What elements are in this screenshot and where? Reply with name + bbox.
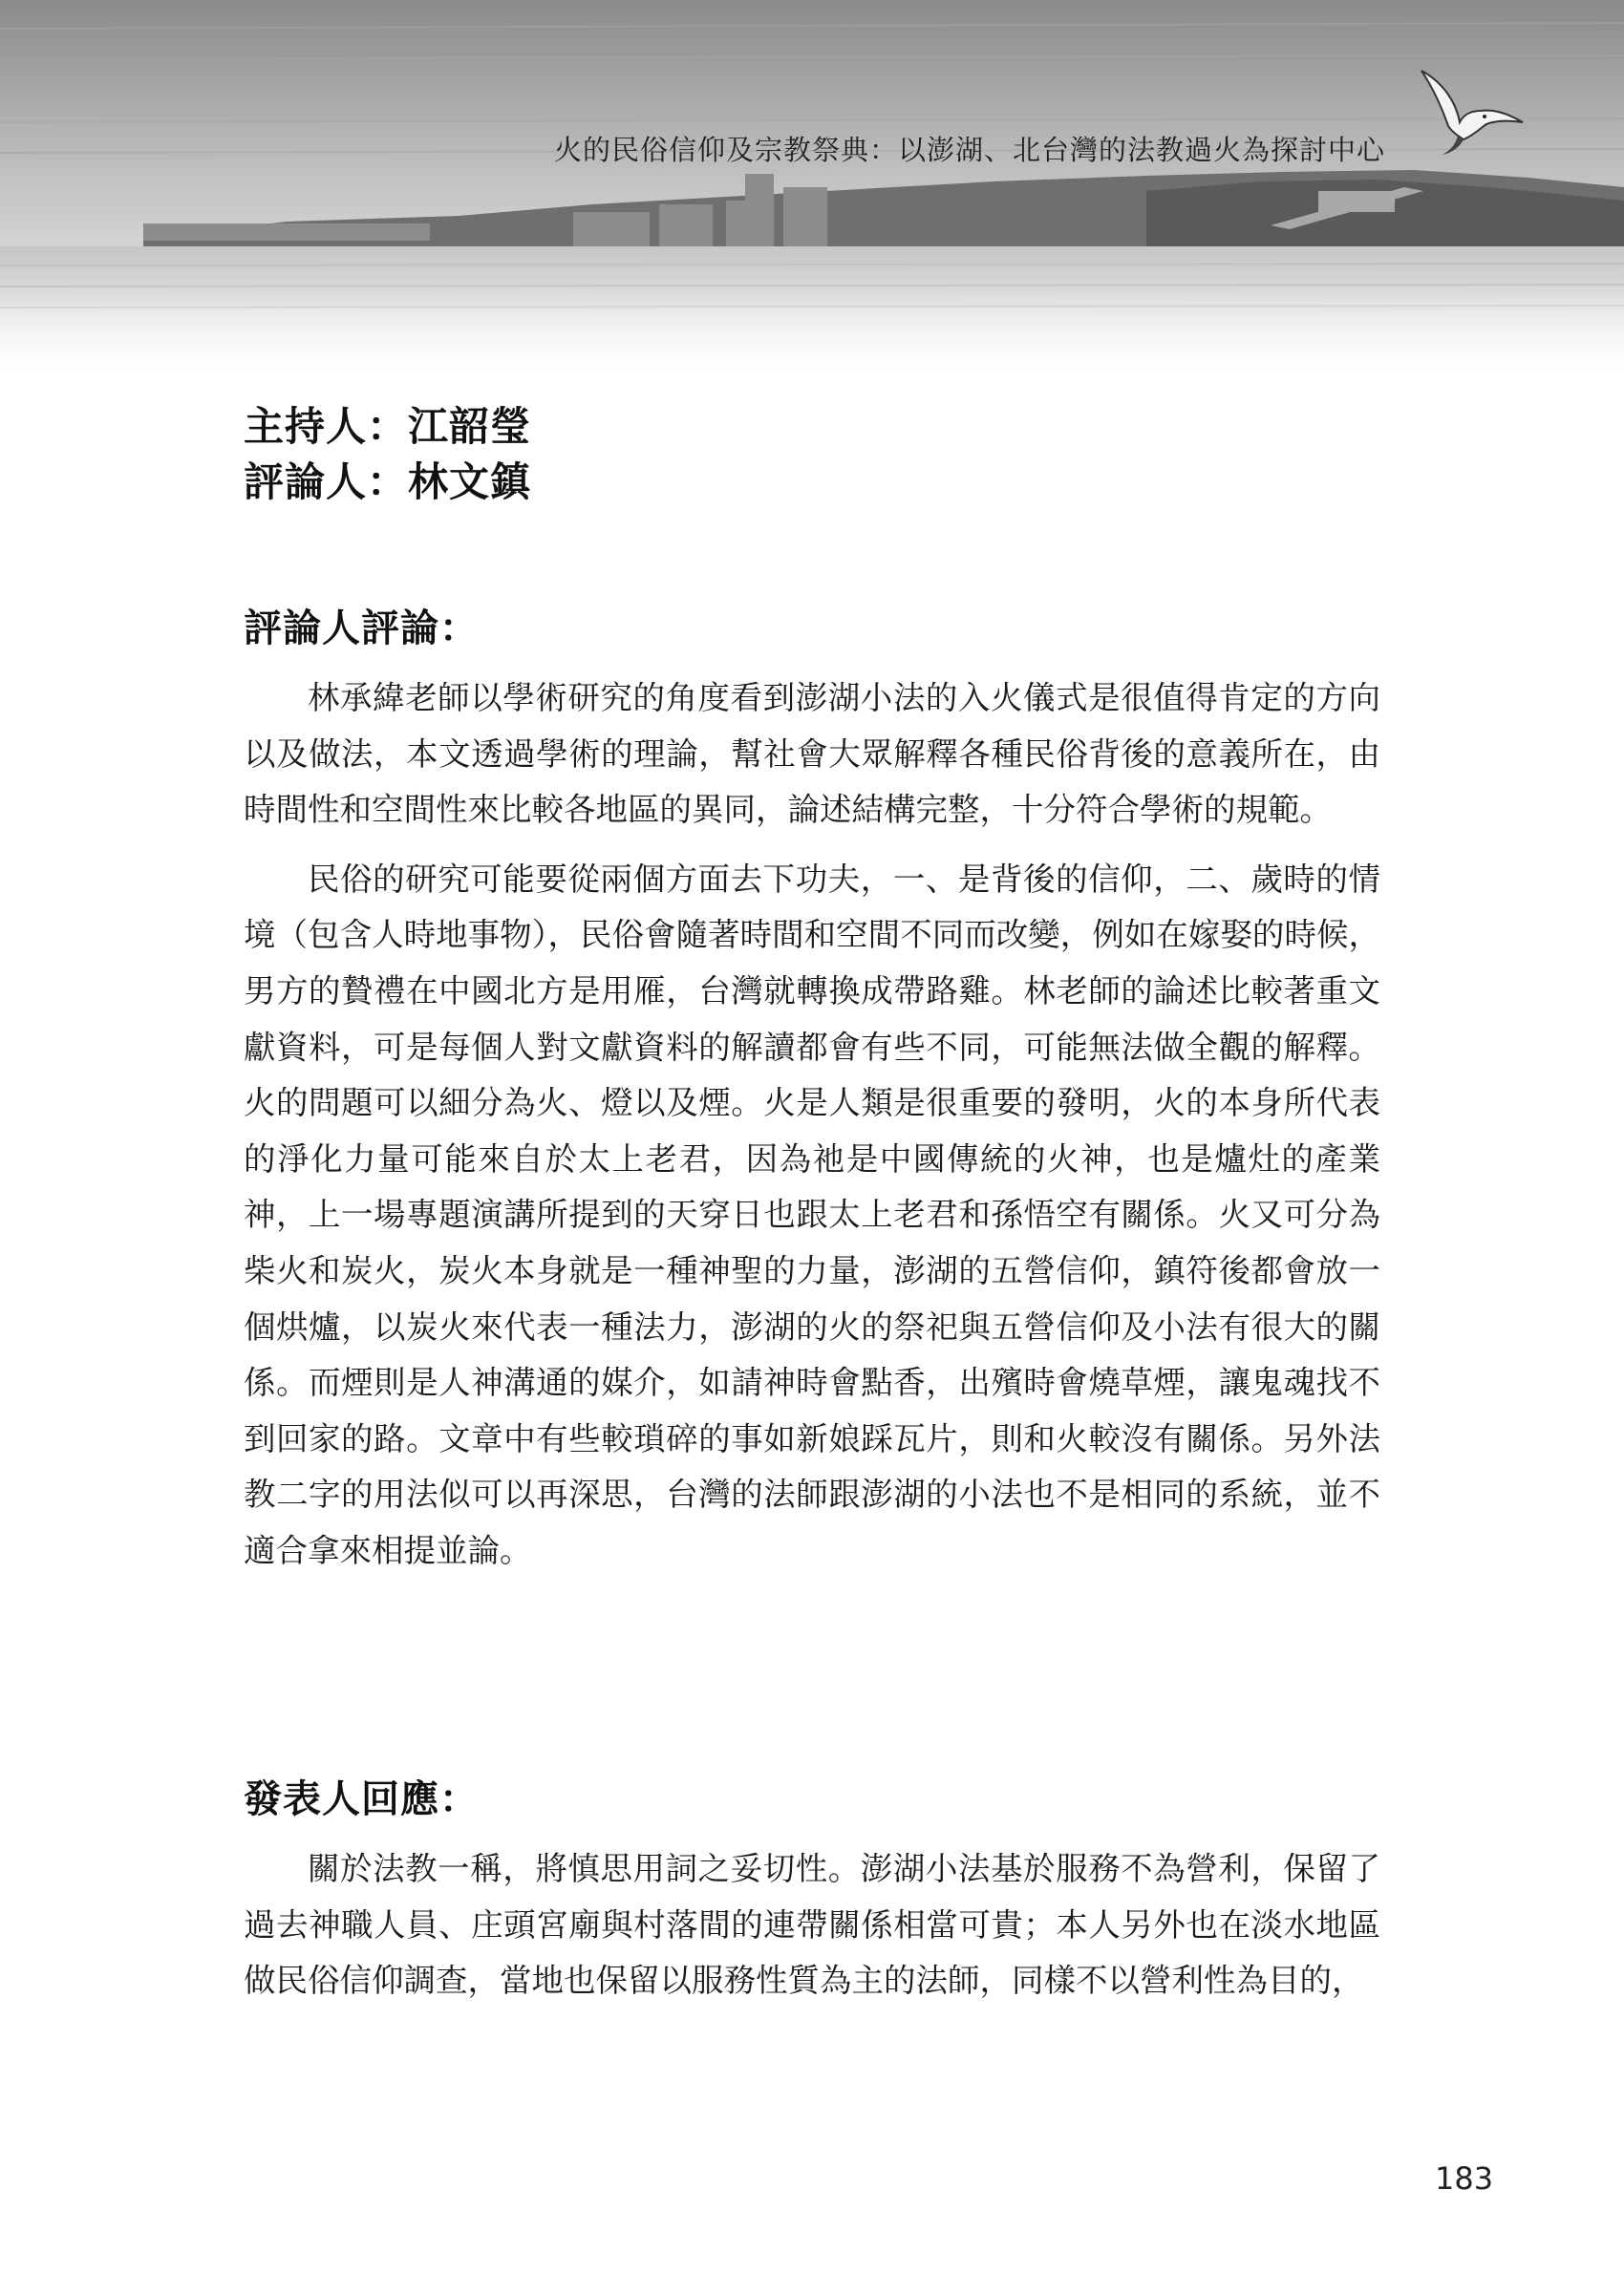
section-heading: 評論人評論： xyxy=(244,606,479,650)
discussant-line: 評論人：林文鎮 xyxy=(244,458,532,505)
header-banner xyxy=(0,0,1624,382)
discussant-comments-section xyxy=(244,604,1380,1593)
section-heading: 發表人回應： xyxy=(244,1776,479,1821)
paragraph: 民俗的研究可能要從兩個方面去下功夫，一、是背後的信仰，二、歲時的情境（包含人時地事物），民俗會隨著時間和空間不同而改變，例如在嫁娶的時候，男方的贄禮在中國北方是用雁，台灣就轉換成帶路雞。林老師的論述比較著重文獻資料，可是每個人對文獻資料的解讀都會有些不同，可能無法做全觀的解釋。火的問題可以細分為火、燈以及煙。火是人類是很重要的發明，火的本身所代表的淨化力量可能來自於太上老君，因為祂是中國傳統的火神，也是爐灶的產業神，上一場專題演講所提到的天穿日也跟太上老君和孫悟空有關係。火又可分為柴火和炭火，炭火本身就是一種神聖的力量，澎湖的五營信仰，鎮符後都會放一個烘爐，以炭火來代表一種法力，澎湖的火的祭祀與五營信仰及小法有很大的關係。而煙則是人神溝通的媒介，如請神時會點香，出殯時會燒草煙，讓鬼魂找不到回家的路。文章中有些較瑣碎的事如新娘踩瓦片，則和火較沒有關係。另外法教二字的用法似可以再深思，台灣的法師跟澎湖的小法也不是相同的系統，並不適合拿來相提並論。 xyxy=(244,860,1380,1569)
seascape-banner-image xyxy=(0,0,1624,382)
paragraph: 林承緯老師以學術研究的角度看到澎湖小法的入火儀式是很值得肯定的方向以及做法，本文透過學術的理論，幫社會大眾解釋各種民俗背後的意義所在，由時間性和空間性來比較各地區的異同，論述結構完整，十分符合學術的規範。 xyxy=(244,679,1380,829)
presenter-response-section xyxy=(244,1775,1380,2023)
paragraph: 關於法教一稱，將慎思用詞之妥切性。澎湖小法基於服務不為營利，保留了過去神職人員、庄頭宮廟與村落間的連帶關係相當可貴；本人另外也在淡水地區做民俗信仰調查，當地也保留以服務性質為主的法師，同樣不以營利性為目的， xyxy=(244,1850,1380,2000)
seagull-icon xyxy=(1414,63,1528,168)
page-number: 183 xyxy=(1435,2160,1494,2197)
session-persons xyxy=(244,399,531,510)
chair-line: 主持人：江韶瑩 xyxy=(244,403,532,450)
running-title: 火的民俗信仰及宗教祭典：以澎湖、北台灣的法教過火為探討中心 xyxy=(553,134,1385,166)
